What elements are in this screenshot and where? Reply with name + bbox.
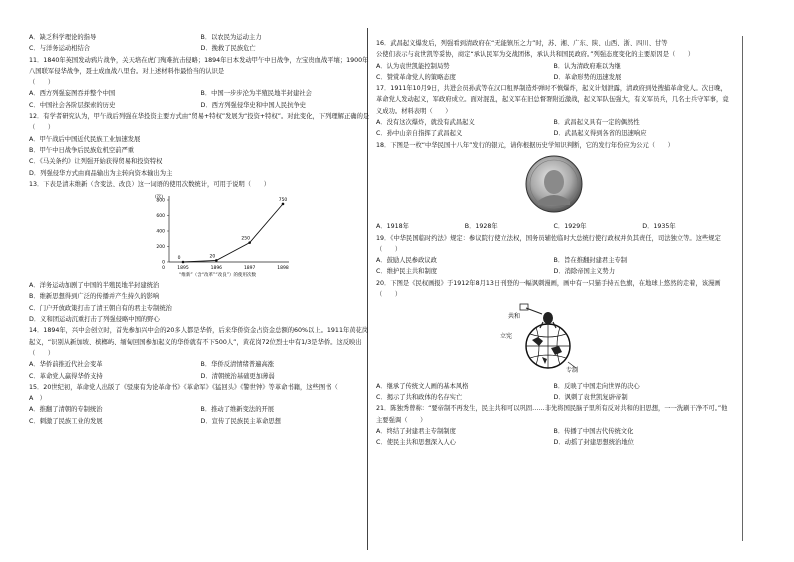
chart-x-tick-label: 1897 bbox=[243, 266, 256, 272]
q13-option-a[interactable]: A．洋务运动加剧了中国的半殖民地半封建统治 bbox=[29, 282, 160, 290]
q19-option-c[interactable]: C．维护民主共和制度 bbox=[376, 268, 438, 276]
q18 bbox=[376, 140, 731, 233]
page-border-right bbox=[742, 36, 743, 541]
q10-option-b[interactable]: B．以农民为运动主力 bbox=[200, 34, 262, 41]
q13-option-d[interactable]: D．义和团运动沉重打击了列强侵略中国的野心 bbox=[29, 316, 160, 324]
q21-option-d[interactable]: D．动摇了封建思想统治地位 bbox=[553, 439, 634, 447]
q10-option-a[interactable]: A．缺乏科学理论的指导 bbox=[29, 34, 97, 41]
q16-option-b[interactable]: B．认为清政府难以为继 bbox=[553, 62, 621, 70]
cartoon-label-autocracy: 专制 bbox=[566, 367, 579, 375]
q14-option-c[interactable]: C．革命党人赢得华侨支持 bbox=[29, 372, 103, 380]
chart-data-label: 0 bbox=[177, 256, 181, 262]
q13-option-b[interactable]: B．维新思想得到广泛的传播并产生持久的影响 bbox=[29, 293, 160, 301]
q11 bbox=[29, 55, 372, 111]
q19-stem: 19．《中华民国临时约法》规定：参议院行使立法权，国务员辅佐临时大总统行使行政权并负其责任，司法独立等。这些规定（ ） bbox=[376, 234, 721, 253]
cartoon-label-constitution: 立宪 bbox=[500, 333, 513, 341]
q11-option-a[interactable]: A．西方列强妄图吞并整个中国 bbox=[29, 90, 116, 98]
chart-y-tick-label: 200 bbox=[156, 245, 165, 251]
q16 bbox=[376, 38, 731, 83]
right-column bbox=[376, 38, 731, 448]
coin-svg bbox=[516, 155, 592, 213]
q20-option-a[interactable]: A．继承了传统文人画的基本风格 bbox=[376, 382, 469, 390]
q21-option-c[interactable]: C．使民主共和思想深入人心 bbox=[376, 439, 456, 447]
chart-x-tick-label: 1896 bbox=[210, 266, 223, 272]
q11-stem: 11．1840年英国发动鸦片战争，关天培在虎门殉难抗击侵略；1894年日本发动甲午中日战争，左宝贵血战平壤；1900年八国联军侵华战争，聂士成血战八里台。对上述材料作最恰当的认识是 bbox=[29, 56, 369, 75]
q18-option-d[interactable]: D．1935年 bbox=[642, 223, 676, 231]
q11-option-d[interactable]: D．西方列强侵华史和中国人民抗争史 bbox=[200, 101, 307, 109]
q19-option-b[interactable]: B．旨在推翻封建君主专制 bbox=[553, 257, 628, 265]
chart-y-tick-label: 400 bbox=[156, 229, 165, 235]
q15-option-d[interactable]: D．宣传了民族民主革命思想 bbox=[200, 417, 281, 425]
q21-option-a[interactable]: A．终结了封建君主专制制度 bbox=[376, 427, 456, 435]
q20-option-b[interactable]: B．反映了中国走向世界的决心 bbox=[553, 382, 640, 390]
q19 bbox=[376, 233, 731, 278]
q21-option-b[interactable]: B．传播了中国古代传统文化 bbox=[553, 427, 634, 435]
q11-option-b[interactable]: B．中国一步步沦为半殖民地半封建社会 bbox=[200, 90, 312, 98]
q14-stem: 14．1894年，兴中会创立时，首先参加兴中会的20多人都是华侨，后来华侨资金占资金总额的60%以上。1911年黄花岗起义，“识别从新加坡、槟榔屿、缅甸回国参加起义的华侨就有不下500人”，黄花岗72位烈士中有1/3是华侨。这反映出（ ） bbox=[29, 327, 369, 357]
q17-option-b[interactable]: B．武昌起义具有一定的偶然性 bbox=[553, 119, 640, 127]
chart-y-tick-label: 0 bbox=[162, 260, 165, 266]
q19-option-a[interactable]: A．鼓励人民参政议政 bbox=[376, 257, 437, 265]
q19-option-d[interactable]: D．消除帝国主义势力 bbox=[553, 268, 616, 276]
chart-point bbox=[182, 261, 185, 264]
q17 bbox=[376, 83, 731, 139]
q15-option-a[interactable]: A．推翻了清朝的专制统治 bbox=[29, 406, 103, 414]
q17-option-d[interactable]: D．武昌起义得到各省的迅速响应 bbox=[553, 130, 647, 138]
q16-stem: 16．武昌起义爆发后，列强看到清政府在“无能镇压之力”时，苏、湘、广东、陕、山西、浙、四川、甘等 bbox=[376, 40, 668, 47]
q10-option-c[interactable]: C．与洋务运动相结合 bbox=[29, 45, 91, 53]
q20-option-c[interactable]: C．揭示了共和政体的名存实亡 bbox=[376, 393, 463, 401]
chart-x-label: “维新”（含“改革”“改良”）的使用次数 bbox=[179, 273, 256, 279]
q20-stem: 20．下图是《民权画报》于1912年8月13日刊登的一幅讽刺漫画，画中有一只猫手持五色旗，在地球上悠然的走着，该漫画（ ） bbox=[376, 279, 721, 299]
q20 bbox=[376, 278, 731, 403]
q17-option-a[interactable]: A．没有这次爆炸，就没有武昌起义 bbox=[376, 119, 475, 127]
q12 bbox=[29, 111, 372, 179]
q16-option-a[interactable]: A．认为袁世凯能控制局势 bbox=[376, 62, 450, 70]
q18-option-b[interactable]: B．1928年 bbox=[464, 223, 498, 231]
q16-option-c[interactable]: C．赞赏革命党人的策略态度 bbox=[376, 73, 456, 81]
q13-stem: 13．下表是清末维新（含变法、改良）这一词语的使用次数统计，可用于说明（ ） bbox=[29, 180, 270, 188]
q21 bbox=[376, 403, 731, 448]
q15 bbox=[29, 382, 372, 427]
q13 bbox=[29, 179, 372, 325]
chart-y-label: (次) bbox=[155, 195, 164, 201]
chart-x-tick-label: 0 bbox=[162, 266, 165, 272]
q17-stem: 17．1911年10月9日，共进会员孙武等在汉口租界制造炸弹时不慎爆炸，起义计划泄露，清政府到处搜捕革命党人。次日晚，革命党人发动起义，军政府成立。面对混乱，起义军在旧总督署附近激战，起义军队伍强大，有义军员兵，几名士兵守军事，竟义成功。材料表明（ ） bbox=[376, 85, 729, 115]
q18-stem: 18．下图是一枚“中华民国十八年”发行的银元，请你根据历史学知识判断，它的发行年份应为公元（ ） bbox=[376, 141, 674, 149]
q10-option-d[interactable]: D．挽救了民族危亡 bbox=[200, 45, 256, 53]
q20-option-d[interactable]: D．讽刺了袁世凯复辟帝制 bbox=[553, 393, 628, 401]
chart-y-tick-label: 600 bbox=[156, 214, 165, 220]
chart-series-line bbox=[183, 204, 283, 262]
chart-y-tick-label: 800 bbox=[156, 198, 165, 204]
left-column bbox=[29, 32, 372, 427]
q18-option-a[interactable]: A．1918年 bbox=[376, 223, 409, 231]
q15-stem: 15．20世纪初，革命党人出版了《驳康有为论革命书》《革命军》《猛回头》《警世钟》等革命书籍，这些图书（ bbox=[29, 383, 338, 391]
silver-coin-image bbox=[516, 155, 731, 217]
usage-chart-svg bbox=[139, 190, 339, 280]
q14 bbox=[29, 325, 372, 381]
q11-stem-end: （ ） bbox=[29, 79, 55, 87]
q12-stem: 12．有学者研究认为，甲午战后列强在华投资主要方式由“贸易+特权”发展为“投资+特权”。对此变化，下列理解正确的是（ ） bbox=[29, 113, 370, 132]
cartoon-label-republic: 共和 bbox=[508, 313, 521, 321]
q16-option-d[interactable]: D．革命形势的迅速发展 bbox=[553, 73, 622, 81]
q14-option-d[interactable]: D．清朝统治基础更加薄弱 bbox=[200, 372, 275, 380]
q14-option-a[interactable]: A．华侨前推近代社会变革 bbox=[29, 361, 103, 369]
satirical-cartoon bbox=[496, 302, 731, 378]
chart-point bbox=[248, 241, 251, 244]
q15-option-c[interactable]: C．刺激了民族工业的发展 bbox=[29, 417, 103, 425]
chart-point bbox=[282, 203, 285, 206]
chart-data-label: 750 bbox=[278, 198, 288, 204]
usage-chart bbox=[139, 190, 339, 280]
chart-data-label: 250 bbox=[241, 236, 250, 242]
chart-x-tick-label: 1898 bbox=[277, 266, 289, 272]
q16-stem-2: 公使们表示与袁世凯等妥协，商定“承认民军为交战团体，承认共和国民政府。”列强态度变化的主要原因是（ ） bbox=[376, 51, 695, 59]
q15-option-b[interactable]: B．推动了维新变法的开展 bbox=[200, 406, 275, 414]
q12-option-d[interactable]: D．列强侵华方式由商品输出为主转向资本输出为主 bbox=[29, 169, 173, 177]
q15-stem-end: A ） bbox=[29, 395, 46, 403]
q18-option-c[interactable]: C．1929年 bbox=[553, 223, 587, 231]
q12-option-b[interactable]: B．甲午中日战争后民族危机空前严重 bbox=[29, 146, 135, 154]
q14-option-b[interactable]: B．华侨反清情绪普遍高涨 bbox=[200, 361, 275, 369]
chart-point bbox=[215, 259, 218, 262]
q21-stem: 21．陈独秀曾称：“要帝制不再发生，民主共和可以巩固……非先将国民脑子里所有反对共和的旧思想，一一洗刷干净不可。”他主要强调（ ） bbox=[376, 405, 728, 424]
q13-option-c[interactable]: C．门户开放政策打击了清王朝自有的君主专制统治 bbox=[29, 304, 172, 312]
q11-option-c[interactable]: C．中国社会各阶层探索的历史 bbox=[29, 101, 116, 109]
q17-option-c[interactable]: C．孙中山亲自指挥了武昌起义 bbox=[376, 130, 463, 138]
cartoon-svg bbox=[496, 302, 592, 374]
q12-option-c[interactable]: C．《马关条约》让列强开始获得贸易和投资特权 bbox=[29, 158, 163, 166]
chart-x-tick-label: 1895 bbox=[177, 266, 189, 272]
chart-data-label: 20 bbox=[209, 254, 216, 260]
q10-options bbox=[29, 32, 372, 55]
q12-option-a[interactable]: A．甲午战后中国近代民族工业加速发展 bbox=[29, 135, 141, 143]
